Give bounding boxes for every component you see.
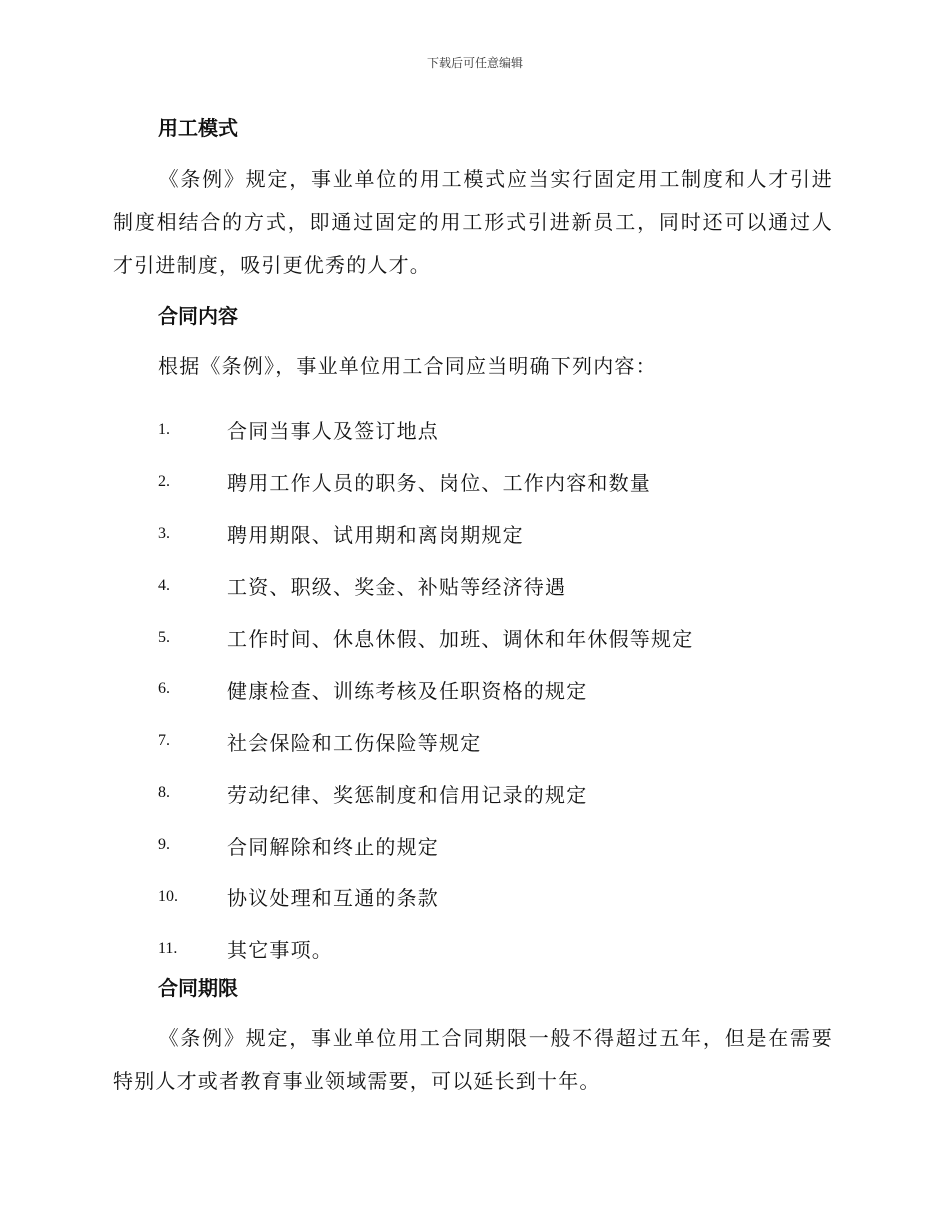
list-item (158, 456, 693, 508)
list-item-text: 其它事项。 (227, 938, 333, 963)
list-item-text: 社会保险和工伤保险等规定 (227, 730, 482, 755)
list-item (158, 923, 693, 975)
list-item (158, 767, 693, 819)
list-item-text: 工资、职级、奖金、补贴等经济待遇 (227, 575, 567, 600)
list-item-text: 聘用工作人员的职务、岗位、工作内容和数量 (227, 471, 651, 496)
contract-content-lead: 根据《条例》，事业单位用工合同应当明确下列内容： (158, 354, 657, 378)
list-item-number: 4. (158, 576, 170, 594)
paragraph-text: 《条例》规定，事业单位用工合同期限一般不得超过五年，但是在需要特别人才或者教育事业领域需要，可以延长到十年。 (113, 1026, 833, 1093)
list-item-number: 1. (158, 420, 170, 438)
list-item-text: 健康检查、训练考核及任职资格的规定 (227, 678, 588, 703)
header-note: 下载后可任意编辑 (426, 56, 523, 70)
list-item-number: 9. (158, 836, 170, 854)
list-item-number: 11. (158, 939, 178, 957)
list-item-number: 5. (158, 628, 170, 646)
list-item-text: 协议处理和互通的条款 (227, 886, 439, 911)
paragraph-text: 《条例》规定，事业单位的用工模式应当实行固定用工制度和人才引进制度相结合的方式，即通过固定的用工形式引进新员工，同时还可以通过人才引进制度，吸引更优秀的人才。 (113, 167, 833, 277)
list-item (158, 819, 693, 871)
list-item-text: 聘用期限、试用期和离岗期规定 (227, 523, 524, 548)
section-paragraph-employment-mode (113, 158, 833, 287)
list-item-text: 工作时间、休息休假、加班、调休和年休假等规定 (227, 627, 694, 651)
list-item-text: 合同解除和终止的规定 (227, 834, 439, 859)
section-paragraph-contract-term (113, 1017, 833, 1103)
section-heading-contract-content: 合同内容 (158, 304, 238, 328)
list-item (158, 508, 693, 560)
list-item-number: 3. (158, 524, 170, 542)
list-item-number: 6. (158, 680, 170, 698)
list-item (158, 871, 693, 923)
list-item (158, 612, 693, 664)
list-item (158, 715, 693, 767)
list-item-number: 7. (158, 732, 170, 750)
list-item (158, 663, 693, 715)
list-item-number: 2. (158, 472, 170, 490)
list-item (158, 404, 693, 456)
list-item-number: 8. (158, 784, 170, 802)
section-heading-contract-term: 合同期限 (158, 976, 238, 1000)
list-item-text: 合同当事人及签订地点 (227, 419, 439, 444)
list-item (158, 560, 693, 612)
contract-content-list (158, 404, 693, 975)
section-heading-employment-mode: 用工模式 (158, 116, 238, 140)
list-item-text: 劳动纪律、奖惩制度和信用记录的规定 (227, 782, 588, 807)
list-item-number: 10. (158, 887, 178, 905)
